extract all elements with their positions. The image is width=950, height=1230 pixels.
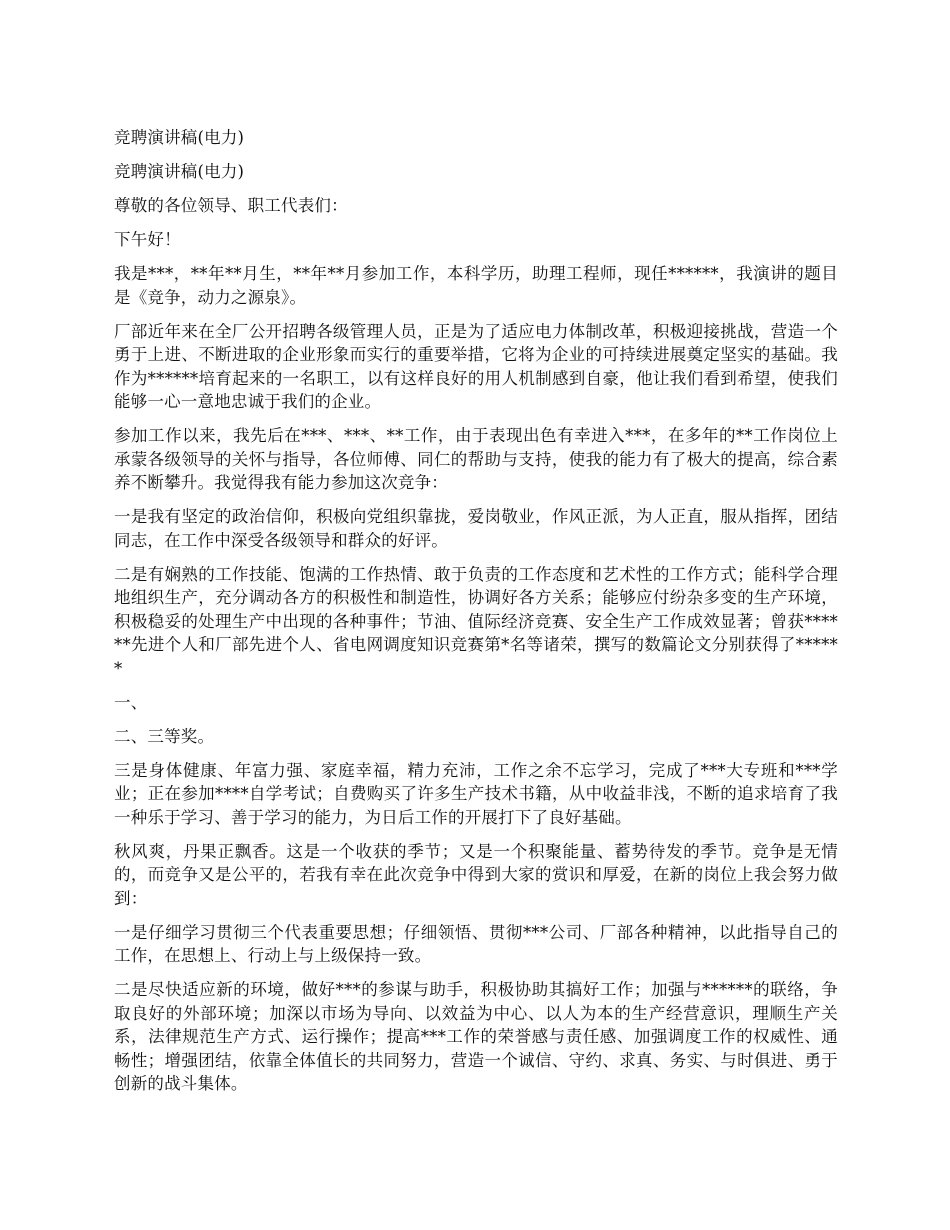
document-title: 竞聘演讲稿(电力)	[114, 128, 245, 147]
paragraph-heading: 竞聘演讲稿(电力)	[114, 162, 245, 181]
paragraph-background: 厂部近年来在全厂公开招聘各级管理人员，正是为了适应电力体制改革，积极迎接挑战，营造一个勇于上进、不断进取的企业形象而实行的重要举措，它将为企业的可持续进展奠定坚实的基础。我作为******培育起来的一名职工，以有这样良好的用人机制感到自豪，他让我们看到希望，使我们能够一心一意地忠诚于我们的企业。	[114, 321, 838, 411]
paragraph-introduction: 我是***，**年**月生，**年**月参加工作，本科学历，助理工程师，现任******，我演讲的题目是《竞争，动力之源泉》。	[114, 264, 838, 307]
paragraph-salutation: 尊敬的各位领导、职工代表们：	[114, 196, 348, 215]
paragraph-greeting: 下午好！	[114, 230, 181, 249]
paragraph-experience: 参加工作以来，我先后在***、***、**工作，由于表现出色有幸进入***，在多年的**工作岗位上承蒙各级领导的关怀与指导，各位师傅、同仁的帮助与支持，使我的能力有了极大的提高，综合素养不断攀升。我觉得我有能力参加这次竞争：	[114, 426, 838, 492]
paragraph-fragment-one: 一、	[114, 692, 148, 712]
document-body	[114, 126, 838, 1106]
paragraph-commitment-one: 一是仔细学习贯彻三个代表重要思想；仔细领悟、贯彻***公司、厂部各种精神，以此指导自己的工作，在思想上、行动上与上级保持一致。	[114, 922, 838, 965]
paragraph-commitment-two: 二是尽快适应新的环境，做好***的参谋与助手，积极协助其搞好工作；加强与******的联络，争取良好的外部环境；加深以市场为导向、以效益为中心、以人为本的生产经营意识，理顺生产关系，法律规范生产方式、运行操作；提高***工作的荣誉感与责任感、加强调度工作的权威性、通畅性；增强团结，依靠全体值长的共同努力，营造一个诚信、守约、求真、务实、与时俱进、勇于创新的战斗集体。	[114, 980, 838, 1093]
paragraph-fragment-two: 二、三等奖。	[114, 726, 215, 746]
paragraph-point-two: 二是有娴熟的工作技能、饱满的工作热情、敢于负责的工作态度和艺术性的工作方式；能科学合理地组织生产，充分调动各方的积极性和制造性，协调好各方关系；能够应付纷杂多变的生产环境，积极稳妥的处理生产中出现的各种事件；节油、值际经济竞赛、安全生产工作成效显著；曾获******先进个人和厂部先进个人、省电网调度知识竞赛第*名等诸荣，撰写的数篇论文分别获得了******	[114, 564, 838, 678]
paragraph-season: 秋风爽，丹果正飘香。这是一个收获的季节；又是一个积聚能量、蓄势待发的季节。竞争是无情的，而竞争又是公平的，若我有幸在此次竞争中得到大家的赏识和厚爱，在新的岗位上我会努力做到：	[114, 841, 838, 908]
paragraph-point-three: 三是身体健康、年富力强、家庭幸福，精力充沛，工作之余不忘学习，完成了***大专班和***学业；正在参加****自学考试；自费购买了许多生产技术书籍，从中收益非浅，不断的追求培育了我一种乐于学习、善于学习的能力，为日后工作的开展打下了良好基础。	[114, 760, 838, 827]
paragraph-point-one: 一是我有坚定的政治信仰，积极向党组织靠拢，爱岗敬业，作风正派，为人正直，服从指挥，团结同志，在工作中深受各级领导和群众的好评。	[114, 507, 838, 550]
